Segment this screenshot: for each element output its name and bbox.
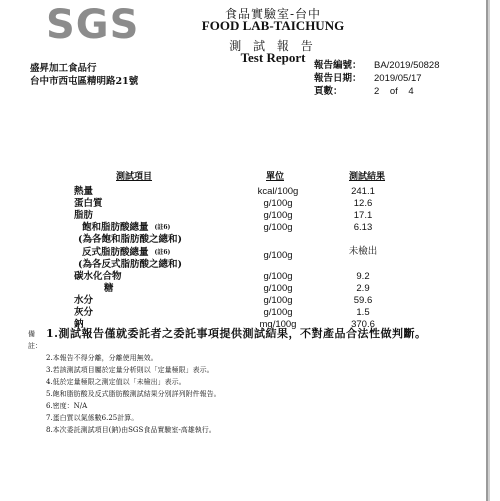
client-address: 台中市西屯區精明路21號 bbox=[30, 76, 139, 87]
report-title-en: Test Report bbox=[240, 50, 306, 65]
row-result: 6.13 bbox=[353, 222, 373, 233]
row-item: 灰分 bbox=[74, 307, 94, 318]
row-item: 鈉 bbox=[74, 319, 84, 330]
row-item: 脂肪 bbox=[74, 210, 94, 221]
report-number-label: 報告編號： bbox=[314, 60, 362, 71]
row-item-text: 飽和脂肪酸總量 bbox=[82, 222, 149, 233]
row-note: (註6) bbox=[154, 249, 171, 256]
report-date-row bbox=[314, 72, 440, 85]
header-unit: 單位 bbox=[266, 172, 285, 182]
report-date: 2019/05/17 bbox=[374, 73, 422, 84]
row-subnote: (為各飽和脂肪酸之總和) bbox=[78, 234, 182, 245]
report-page bbox=[8, 0, 488, 501]
note-item: 6.密度：N/A bbox=[46, 402, 88, 410]
row-unit: g/100g bbox=[263, 283, 293, 294]
notes-label: 備註： bbox=[28, 330, 42, 350]
row-result: 2.9 bbox=[356, 283, 370, 294]
row-unit: g/100g bbox=[263, 307, 293, 318]
page-count-row bbox=[314, 85, 440, 98]
row-unit: kcal/100g bbox=[257, 186, 299, 197]
report-title-cn: 測 試 報 告 bbox=[229, 39, 317, 53]
client-block bbox=[30, 62, 138, 88]
row-result: 未檢出 bbox=[348, 246, 378, 257]
report-date-label: 報告日期： bbox=[314, 73, 362, 84]
row-unit: g/100g bbox=[263, 250, 293, 261]
row-unit: g/100g bbox=[263, 210, 293, 221]
row-item bbox=[82, 222, 170, 233]
row-unit: mg/100g bbox=[259, 319, 297, 330]
client-name: 盛昇加工食品行 bbox=[30, 63, 97, 74]
notes-first-line bbox=[28, 328, 426, 352]
row-item: 水分 bbox=[74, 295, 94, 306]
row-unit: g/100g bbox=[263, 198, 293, 209]
notes-section bbox=[28, 328, 426, 436]
row-item bbox=[82, 247, 170, 258]
row-item: 糖 bbox=[104, 283, 114, 294]
row-result: 12.6 bbox=[353, 198, 373, 209]
header-test-item: 測試項目 bbox=[116, 172, 153, 182]
header-result: 測試結果 bbox=[349, 172, 386, 182]
note-item: 5.飽和脂肪酸及反式脂肪酸測試結果分別詳列附件報告。 bbox=[46, 390, 221, 398]
row-unit: g/100g bbox=[263, 295, 293, 306]
note-item: 8.本次委託測試項目(鈉)由SGS食品實驗室-高雄執行。 bbox=[46, 426, 216, 434]
lab-name-en: FOOD LAB-TAICHUNG bbox=[201, 18, 345, 33]
row-unit: g/100g bbox=[263, 222, 293, 233]
row-result: 17.1 bbox=[353, 210, 373, 221]
row-result: 241.1 bbox=[351, 186, 375, 197]
note-item: 1.測試報告僅就委託者之委託事項提供測試結果，不對產品合法性做判斷。 bbox=[46, 327, 427, 340]
row-item-text: 反式脂肪酸總量 bbox=[82, 247, 149, 258]
report-number-row bbox=[314, 59, 440, 72]
note-item: 2.本報告不得分離，分離使用無效。 bbox=[46, 354, 158, 362]
row-result: 1.5 bbox=[356, 307, 370, 318]
note-item: 7.蛋白質以氮係數6.25計算。 bbox=[46, 414, 139, 422]
page-count: 2 of 4 bbox=[374, 86, 414, 97]
page-count-label: 頁數： bbox=[314, 86, 343, 97]
row-item: 熱量 bbox=[74, 186, 94, 197]
row-note: (註6) bbox=[154, 224, 171, 231]
note-item: 3.若該測試項目屬於定量分析則以「定量極限」表示。 bbox=[46, 366, 214, 374]
row-subnote: (為各反式脂肪酸之總和) bbox=[78, 259, 182, 270]
row-result: 59.6 bbox=[353, 295, 373, 306]
lab-name-cn: 食品實驗室-台中 bbox=[224, 7, 322, 21]
report-number: BA/2019/50828 bbox=[374, 60, 440, 71]
sgs-logo: SGS bbox=[46, 2, 140, 48]
report-meta bbox=[314, 59, 440, 98]
row-unit: g/100g bbox=[263, 271, 293, 282]
row-item: 蛋白質 bbox=[74, 198, 103, 209]
row-item: 碳水化合物 bbox=[74, 271, 122, 282]
row-result: 370.6 bbox=[351, 319, 375, 330]
row-result: 9.2 bbox=[356, 271, 370, 282]
note-item: 4.低於定量極限之測定值以「未檢出」表示。 bbox=[46, 378, 186, 386]
